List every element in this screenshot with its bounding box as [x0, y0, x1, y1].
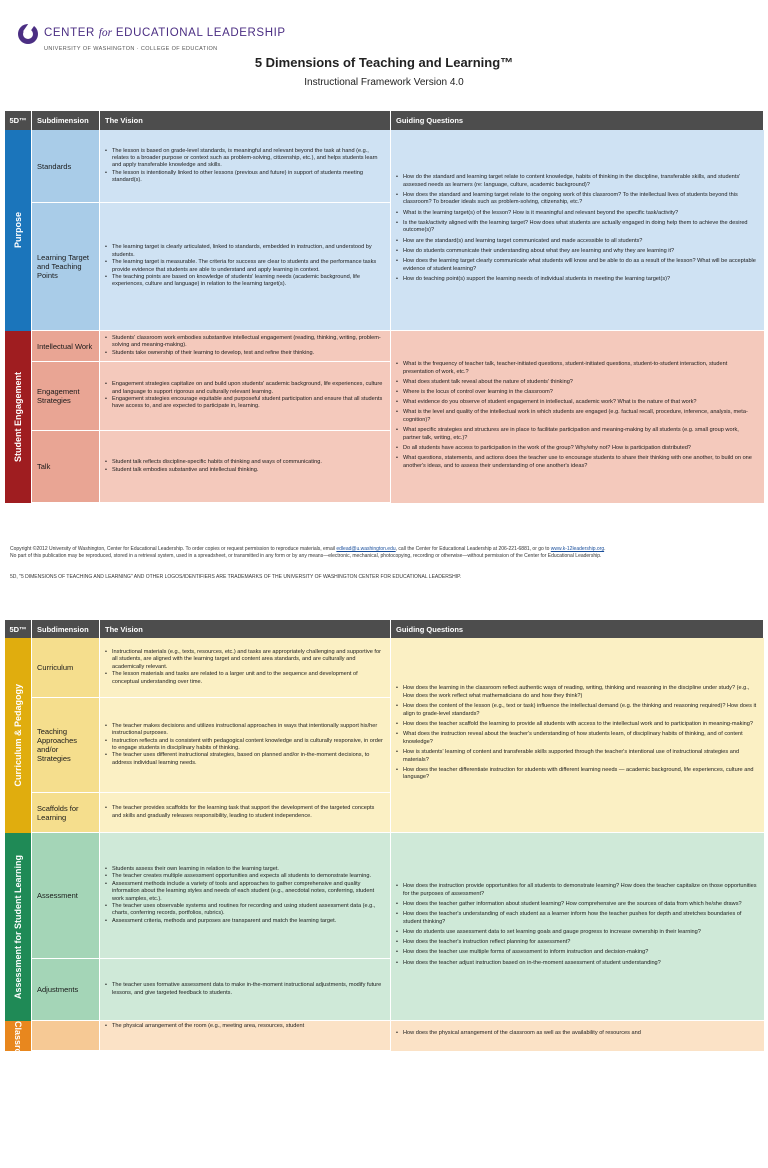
- dimension-student-engagement: [5, 331, 32, 503]
- vision-curriculum: [100, 638, 391, 698]
- question-item: • How do students communicate their understanding about what they are learning and why they are learning it?: [396, 248, 758, 256]
- vision-item: • The lesson materials and tasks are related to a larger unit and to the sequence and development of conceptual understanding over time.: [105, 671, 384, 686]
- vision-item: • Student talk embodies substantive and intellectual thinking.: [105, 467, 384, 474]
- dimension-classroom-label: Classroom Environment & Culture: [13, 1021, 23, 1168]
- vision-item: • The teacher uses formative assessment data to make in-the-moment instructional adjustments, modify future lessons, and give targeted feedback to students.: [105, 982, 384, 997]
- header-subdimension: Subdimension: [32, 620, 100, 638]
- dimension-purpose-label: Purpose: [13, 212, 23, 249]
- question-item: • How are the standard(s) and learning target communicated and made accessible to all students?: [396, 238, 758, 246]
- question-item: • What is the level and quality of the intellectual work in which students are engaged (e.g. factual recall, procedure, inference, analysis, meta-cognition)?: [396, 409, 758, 424]
- question-item: • Is the task/activity aligned with the learning target? How does what students are actually engaged in doing help them to achieve the desired outcome(s)?: [396, 220, 758, 235]
- logo-name-pre: CENTER: [44, 27, 99, 39]
- framework-table-1: [5, 111, 764, 503]
- question-item: • Do all students have access to participation in the work of the group? Why/why not? How is participation distributed?: [396, 445, 758, 453]
- copyright-text: .: [604, 546, 606, 552]
- subdimension-engagement-strategies: Engagement Strategies: [32, 362, 100, 431]
- subdimension-talk: Talk: [32, 431, 100, 503]
- vision-list: [105, 459, 384, 474]
- email-link[interactable]: edlead@u.washington.edu: [336, 546, 396, 552]
- question-item: • What is the frequency of teacher talk, teacher-initiated questions, student-initiated questions, student-to-student interaction, student presentation of work, etc.?: [396, 361, 758, 376]
- question-item: • How does the teacher differentiate instruction for students with different learning needs — academic background, life experiences, culture and language?: [396, 767, 758, 782]
- vision-item: • Instruction reflects and is consistent with pedagogical content knowledge and is culturally responsive, in order to engage students in disciplinary habits of thinking.: [105, 738, 384, 753]
- header-5d: 5D™: [5, 111, 32, 130]
- questions-list: [396, 883, 758, 970]
- question-item: • How does the physical arrangement of the classroom as well as the availability of resources and: [396, 1024, 758, 1038]
- vision-list: [105, 335, 384, 357]
- document-title: 5 Dimensions of Teaching and Learning™: [254, 55, 514, 70]
- vision-item: • Assessment methods include a variety of tools and approaches to gather comprehensive and quality information about the learning styles and needs of each student (e.g., anecdotal notes, conferring, student work samples, etc.).: [105, 881, 384, 903]
- question-item: • How do students use assessment data to set learning goals and gauge progress to increase ownership in their learning?: [396, 929, 758, 937]
- question-item: • How does the teacher gather information about student learning? How comprehensive are the sources of data from which he/she draws?: [396, 901, 758, 909]
- vision-assessment: [100, 833, 391, 959]
- vision-item: • Instructional materials (e.g., texts, resources, etc.) and tasks are appropriately challenging and supportive for all students, are aligned with the learning target and content area standards, and are culturally and academically relevant.: [105, 649, 384, 671]
- dimension-curriculum-pedagogy: [5, 638, 32, 833]
- question-item: • How does the teacher scaffold the learning to provide all students with access to the intellectual work and to participation in meaning-making?: [396, 721, 758, 729]
- question-item: • How does the learning in the classroom reflect authentic ways of reading, writing, thinking and reasoning in the discipline under study? (e.g., How does the work reflect what mathematicians do and how they think?): [396, 685, 758, 700]
- question-item: • How do the standard and learning target relate to content knowledge, habits of thinking in the discipline, transferable skills, and students' assessed needs as learners (re: language, culture, academic background)?: [396, 174, 758, 189]
- copyright-line-2: No part of this publication may be reproduced, stored in a retrieval system, used in a spreadsheet, or transmitted in any form or by any means—electronic, mechanical, photocopying, recording or otherwise—without permission of the Center for Educational Leadership.: [10, 553, 602, 560]
- subdimension-scaffolds: Scaffolds for Learning: [32, 793, 100, 833]
- header-vision: The Vision: [100, 620, 391, 638]
- questions-list: [396, 685, 758, 784]
- questions-assessment: [391, 833, 764, 1021]
- logo-name: [44, 27, 286, 39]
- vision-list: [105, 805, 384, 820]
- question-item: • How does the standard and learning target relate to the ongoing work of this classroom? To the intellectual lives of students beyond this classroom? To broader ideals such as problem-solving, citizenship, etc.?: [396, 192, 758, 207]
- vision-item: • The teacher makes decisions and utilizes instructional approaches in ways that intentionally support his/her instructional purposes.: [105, 723, 384, 738]
- vision-list: [105, 649, 384, 686]
- copyright-text: Copyright ©2012 University of Washington, Center for Educational Leadership. To order copies or request permission to reproduce materials, email: [10, 546, 337, 552]
- dimension-assessment-label: Assessment for Student Learning: [13, 854, 23, 1000]
- vision-item: • Assessment criteria, methods and purposes are transparent and match the learning target.: [105, 918, 384, 925]
- vision-item: • The learning target is measurable. The criteria for success are clear to students and the performance tasks provide evidence that students are able to understand and apply learning in context.: [105, 259, 384, 274]
- vision-list: [105, 723, 384, 767]
- question-item: • What specific strategies and structures are in place to facilitate participation and meaning-making by all students (e.g. small group work, partner talk, writing, etc.)?: [396, 427, 758, 442]
- copyright-line-1: [10, 546, 760, 553]
- subdimension-classroom: [32, 1021, 100, 1051]
- question-item: • Where is the locus of control over learning in the classroom?: [396, 389, 758, 397]
- question-item: • What questions, statements, and actions does the teacher use to encourage students to share their thinking with one another, to build on one another's ideas, and to assess their understanding of one another's ideas?: [396, 455, 758, 470]
- vision-list: [105, 982, 384, 997]
- question-item: • How is students' learning of content and transferable skills supported through the teacher's intentional use of instructional strategies and materials?: [396, 749, 758, 764]
- question-item: • How does the teacher's instruction reflect planning for assessment?: [396, 939, 758, 947]
- vision-item: • The lesson is intentionally linked to other lessons (previous and future) in support of students meeting standard(s).: [105, 170, 384, 185]
- subdimension-adjustments: Adjustments: [32, 959, 100, 1021]
- vision-item: • The teacher uses observable systems and routines for recording and using student assessment data (e.g., charts, conferring records, portfolios, rubrics).: [105, 903, 384, 918]
- questions-student-engagement: [391, 331, 764, 503]
- subdimension-intellectual-work: Intellectual Work: [32, 331, 100, 362]
- subdimension-teaching-approaches: Teaching Approaches and/or Strategies: [32, 698, 100, 793]
- question-item: • What does student talk reveal about the nature of students' thinking?: [396, 379, 758, 387]
- question-item: • What is the learning target(s) of the lesson? How is it meaningful and relevant beyond the specific task/activity?: [396, 210, 758, 218]
- header-subdimension: Subdimension: [32, 111, 100, 130]
- question-item: • How does the instruction provide opportunities for all students to demonstrate learning? How does the teacher capitalize on those opportunities for the purposes of assessment?: [396, 883, 758, 898]
- vision-list: [105, 148, 384, 185]
- vision-list: [105, 866, 384, 925]
- framework-table-2: [5, 620, 764, 1168]
- dimension-student-engagement-label: Student Engagement: [13, 371, 23, 462]
- logo-name-for: for: [98, 27, 113, 39]
- vision-intellectual-work: [100, 331, 391, 362]
- vision-list: [105, 244, 384, 288]
- header-vision: The Vision: [100, 111, 391, 130]
- dimension-assessment: [5, 833, 32, 1021]
- vision-talk: [100, 431, 391, 503]
- questions-list: [396, 1024, 758, 1040]
- vision-adjustments: [100, 959, 391, 1021]
- vision-item: • Student talk reflects discipline-specific habits of thinking and ways of communicating.: [105, 459, 384, 466]
- logo-name-post: EDUCATIONAL LEADERSHIP: [112, 27, 286, 39]
- header-guiding-questions: Guiding Questions: [391, 111, 764, 130]
- header-5d: 5D™: [5, 620, 32, 638]
- vision-classroom: [100, 1021, 391, 1051]
- vision-item: • Engagement strategies capitalize on and build upon students' academic background, life experiences, culture and language to support rigorous and culturally relevant learning.: [105, 381, 384, 396]
- vision-item: • Engagement strategies encourage equitable and purposeful student participation and ensure that all students have access to, and are expected to participate in, learning.: [105, 396, 384, 411]
- vision-standards: [100, 130, 391, 203]
- questions-purpose: [391, 130, 764, 331]
- vision-item: • Students' classroom work embodies substantive intellectual engagement (reading, thinking, writing, problem-solving and meaning-making).: [105, 335, 384, 350]
- question-item: • How does the content of the lesson (e.g., text or task) influence the intellectual demand (e.g. the thinking and reasoning required)? How does it align to grade-level standards?: [396, 703, 758, 718]
- vision-engagement-strategies: [100, 362, 391, 431]
- copyright-notice: [10, 546, 760, 561]
- dimension-curriculum-pedagogy-label: Curriculum & Pedagogy: [13, 684, 23, 787]
- questions-list: [396, 174, 758, 286]
- vision-item: • The physical arrangement of the room (e.g., meeting area, resources, student: [105, 1023, 384, 1030]
- vision-item: • The teaching points are based on knowledge of students' learning needs (academic background, life experiences, culture and language) in relation to the learning target(s).: [105, 274, 384, 289]
- question-item: • How do teaching point(s) support the learning needs of individual students in meeting the learning target(s)?: [396, 276, 758, 284]
- document-subtitle: Instructional Framework Version 4.0: [304, 77, 464, 88]
- vision-item: • The learning target is clearly articulated, linked to standards, embedded in instruction, and understood by students.: [105, 244, 384, 259]
- dimension-classroom: [5, 1021, 32, 1168]
- subdimension-standards: Standards: [32, 130, 100, 203]
- vision-scaffolds: [100, 793, 391, 833]
- vision-learning-target: [100, 203, 391, 331]
- copyright-text: , call the Center for Educational Leadership at 206-221-6881, or go to: [395, 546, 551, 552]
- questions-curriculum-pedagogy: [391, 638, 764, 833]
- vision-teaching-approaches: [100, 698, 391, 793]
- trademark-notice: 5D, "5 DIMENSIONS OF TEACHING AND LEARNING" AND OTHER LOGOS/IDENTIFIERS ARE TRADEMARKS OF THE UNIVERSITY OF WASHINGTON CENTER FOR EDUCATIONAL LEADERSHIP.: [10, 574, 462, 580]
- cel-logo: [18, 24, 318, 56]
- question-item: • How does the learning target clearly communicate what students will know and be able to do as a result of the lesson? What will be acceptable evidence of student learning?: [396, 258, 758, 273]
- questions-classroom: [391, 1021, 764, 1051]
- vision-item: • The lesson is based on grade-level standards, is meaningful and relevant beyond the task at hand (e.g., relates to a broader purpose or context such as problem-solving, citizenship, etc.), and helps students learn and apply transferable knowledge and skills.: [105, 148, 384, 170]
- vision-list: [105, 381, 384, 411]
- logo-subtitle: UNIVERSITY OF WASHINGTON · COLLEGE OF EDUCATION: [44, 46, 218, 52]
- cel-logo-mark-icon: [18, 24, 38, 44]
- vision-list: [105, 1023, 384, 1030]
- dimension-purpose: [5, 130, 32, 331]
- question-item: • How does the teacher adjust instruction based on in-the-moment assessment of student understanding?: [396, 960, 758, 968]
- question-item: • What does the instruction reveal about the teacher's understanding of how students learn, of disciplinary habits of thinking, and of content knowledge?: [396, 731, 758, 746]
- vision-item: • The teacher provides scaffolds for the learning task that support the development of the targeted concepts and skills and gradually releases responsibility, leading to student independence.: [105, 805, 384, 820]
- subdimension-learning-target: Learning Target and Teaching Points: [32, 203, 100, 331]
- header-guiding-questions: Guiding Questions: [391, 620, 764, 638]
- subdimension-assessment: Assessment: [32, 833, 100, 959]
- vision-item: • The teacher creates multiple assessment opportunities and expects all students to demonstrate learning.: [105, 873, 384, 880]
- website-link[interactable]: www.k-12leadership.org: [550, 546, 605, 552]
- question-item: • How does the teacher use multiple forms of assessment to inform instruction and decision-making?: [396, 949, 758, 957]
- vision-item: • Students take ownership of their learning to develop, test and refine their thinking.: [105, 350, 384, 357]
- vision-item: • Students assess their own learning in relation to the learning target.: [105, 866, 384, 873]
- question-item: • What evidence do you observe of student engagement in intellectual, academic work? What is the nature of that work?: [396, 399, 758, 407]
- subdimension-curriculum: Curriculum: [32, 638, 100, 698]
- vision-item: • The teacher uses different instructional strategies, based on planned and/or in-the-moment decisions, to address individual learning needs.: [105, 752, 384, 767]
- questions-list: [396, 361, 758, 473]
- question-item: • How does the teacher's understanding of each student as a learner inform how the teacher pushes for depth and stretches boundaries of student thinking?: [396, 911, 758, 926]
